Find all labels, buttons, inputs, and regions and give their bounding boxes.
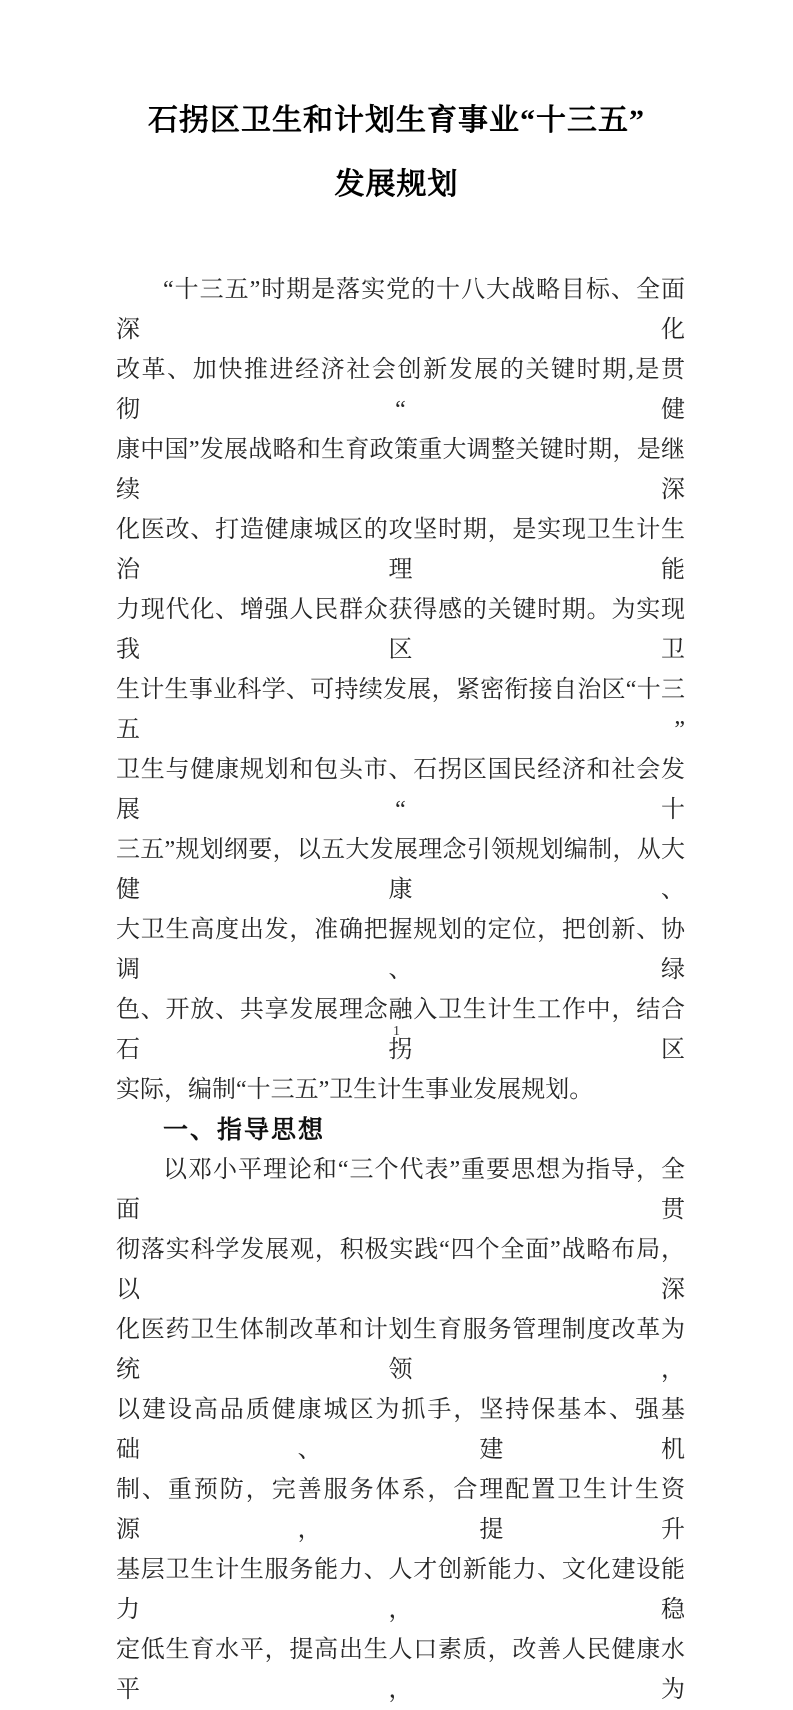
text-line: 化医改、打造健康城区的攻坚时期，是实现卫生计生治理能 [116,517,685,583]
text-line: 定低生育水平，提高出生人口素质，改善人民健康水平，为 [116,1637,685,1703]
text-line: 改革、加快推进经济社会创新发展的关键时期,是贯彻“健 [116,357,685,423]
text-line: 基层卫生计生服务能力、人才创新能力、文化建设能力，稳 [116,1557,685,1623]
text-line: 化医药卫生体制改革和计划生育服务管理制度改革为统领， [116,1317,685,1383]
document-body [116,270,685,1710]
text-line: 力现代化、增强人民群众获得感的关键时期。为实现我区卫 [116,597,685,663]
text-line: 大卫生高度出发，准确把握规划的定位，把创新、协调、绿 [116,917,685,983]
text-line: 以建设高品质健康城区为抓手，坚持保基本、强基础、建机 [116,1397,685,1463]
section-heading-guiding-ideology: 一、指导思想 [163,1116,326,1144]
text-line: 实际，编制“十三五”卫生计生事业发展规划。 [116,1077,594,1103]
text-line: “十三五”时期是落实党的十八大战略目标、全面深化 [116,277,685,343]
title-line-2: 发展规划 [334,168,459,201]
text-line: 以邓小平理论和“三个代表”重要思想为指导，全面贯 [116,1157,685,1223]
paragraph-preamble [116,270,685,1110]
document-title [0,0,793,217]
paragraph-guiding-ideology [116,1150,685,1710]
title-line-1: 石拐区卫生和计划生育事业“十三五” [148,104,645,137]
text-line: 制、重预防，完善服务体系，合理配置卫生计生资源，提升 [116,1477,685,1543]
text-line: 色、开放、共享发展理念融入卫生计生工作中，结合石拐区 [116,997,685,1063]
text-line: 康中国”发展战略和生育政策重大调整关键时期，是继续深 [116,437,685,503]
text-line: 卫生与健康规划和包头市、石拐区国民经济和社会发展“十 [116,757,685,823]
text-line: 三五”规划纲要，以五大发展理念引领规划编制，从大健康、 [116,837,685,903]
text-line: 彻落实科学发展观，积极实践“四个全面”战略布局，以深 [116,1237,685,1303]
text-line: 生计生事业科学、可持续发展，紧密衔接自治区“十三五” [116,677,685,743]
page-number: 1 [393,1024,400,1039]
